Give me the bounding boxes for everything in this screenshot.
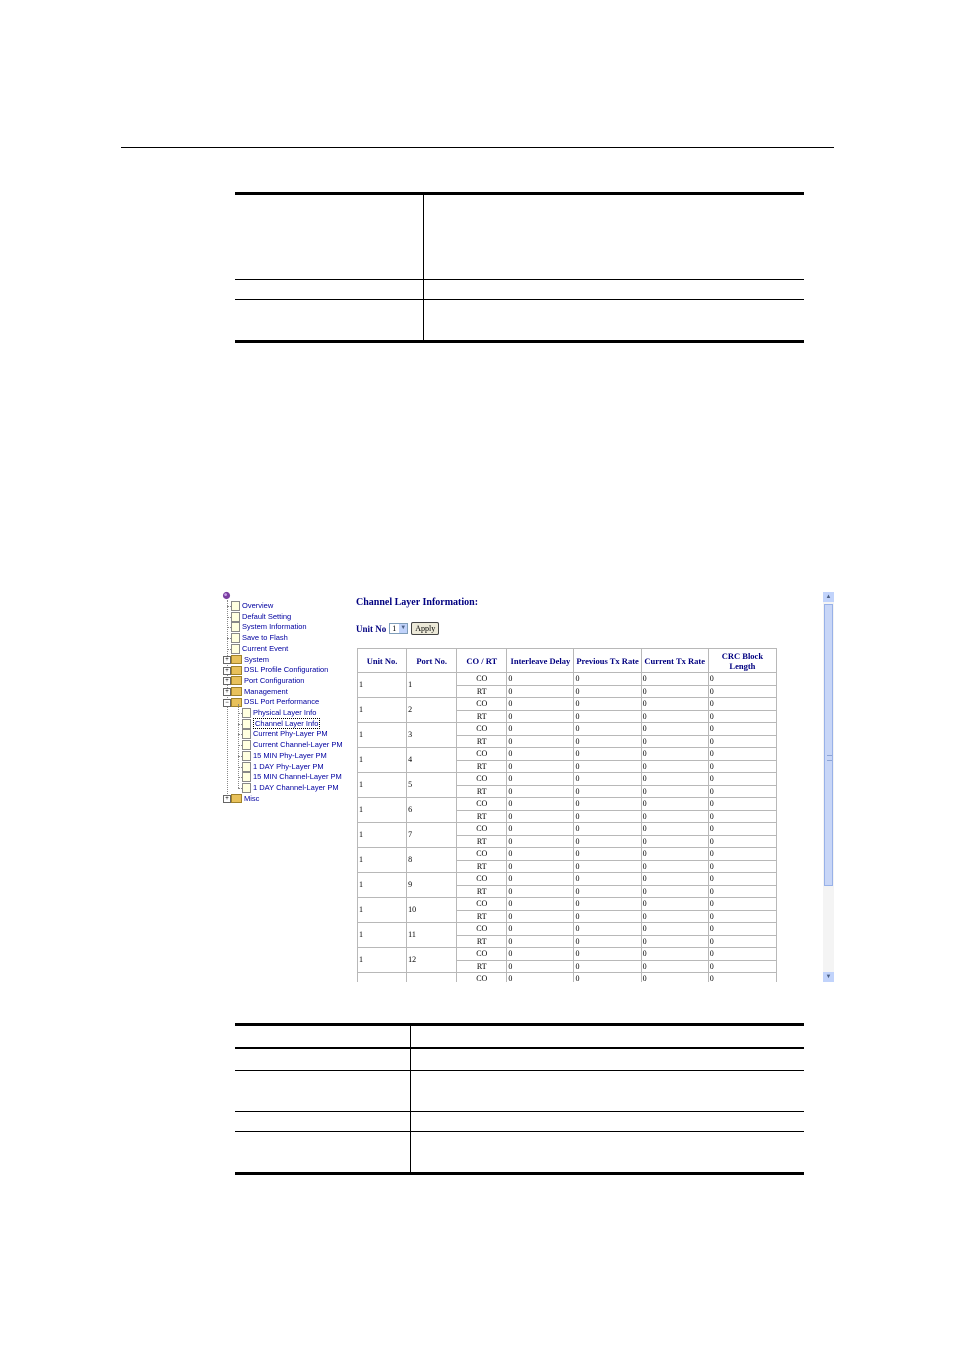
- port-no-cell: 12: [407, 948, 457, 973]
- table-row: [358, 823, 777, 836]
- page-icon: [242, 740, 251, 750]
- value-cell: 0: [574, 960, 641, 973]
- co-rt-cell: RT: [457, 760, 507, 773]
- page-icon: [231, 612, 240, 622]
- value-cell: 0: [641, 835, 708, 848]
- value-cell: 0: [641, 960, 708, 973]
- tree-item-label: Current Phy-Layer PM: [253, 729, 328, 739]
- expand-plus-icon[interactable]: +: [223, 667, 231, 675]
- value-cell: 0: [507, 748, 574, 761]
- tree-item-label: Management: [244, 686, 288, 696]
- table-row: [358, 698, 777, 711]
- tree-item[interactable]: [231, 644, 288, 655]
- value-cell: 0: [708, 773, 776, 786]
- tree-item[interactable]: [242, 751, 327, 762]
- tree-item[interactable]: [231, 633, 288, 644]
- tree-item-label: 1 DAY Phy-Layer PM: [253, 761, 324, 771]
- col-interleave-delay: Interleave Delay: [507, 649, 574, 673]
- co-rt-cell: CO: [457, 723, 507, 736]
- value-cell: 0: [641, 685, 708, 698]
- unit-no-cell: 1: [358, 873, 407, 898]
- value-cell: 0: [574, 810, 641, 823]
- folder-icon: [231, 676, 242, 685]
- value-cell: 0: [507, 823, 574, 836]
- doc-table-row: [235, 1132, 804, 1174]
- unit-selector-row: [356, 622, 439, 635]
- unit-no-cell: 1: [358, 798, 407, 823]
- port-no-cell: 4: [407, 748, 457, 773]
- value-cell: 0: [507, 973, 574, 983]
- doc-table-row: [235, 1025, 804, 1049]
- value-cell: 0: [574, 973, 641, 983]
- col-crc-block-length: CRC Block Length: [708, 649, 776, 673]
- value-cell: 0: [507, 948, 574, 961]
- tree-item-label: Current Channel-Layer PM: [253, 740, 343, 750]
- value-cell: 0: [708, 935, 776, 948]
- value-cell: 0: [507, 935, 574, 948]
- co-rt-cell: RT: [457, 935, 507, 948]
- value-cell: 0: [507, 885, 574, 898]
- expand-plus-icon[interactable]: +: [223, 656, 231, 664]
- value-cell: 0: [507, 673, 574, 686]
- value-cell: 0: [708, 960, 776, 973]
- co-rt-cell: CO: [457, 848, 507, 861]
- co-rt-cell: CO: [457, 698, 507, 711]
- tree-item[interactable]: [231, 655, 269, 666]
- header-rule: [121, 147, 834, 148]
- port-no-cell: 7: [407, 823, 457, 848]
- unit-no-value: 1: [392, 624, 397, 633]
- tree-item[interactable]: [242, 729, 328, 740]
- value-cell: 0: [507, 735, 574, 748]
- table-header-row: [358, 649, 777, 673]
- channel-layer-table-wrap: [357, 648, 778, 982]
- folder-icon: [231, 794, 242, 803]
- page-icon: [231, 644, 240, 654]
- co-rt-cell: RT: [457, 885, 507, 898]
- grip-icon: [827, 755, 832, 761]
- expand-plus-icon[interactable]: +: [223, 795, 231, 803]
- co-rt-cell: RT: [457, 685, 507, 698]
- page-icon: [231, 622, 240, 632]
- unit-no-cell: [358, 973, 407, 983]
- value-cell: 0: [708, 673, 776, 686]
- co-rt-cell: CO: [457, 898, 507, 911]
- value-cell: 0: [574, 848, 641, 861]
- port-no-cell: 9: [407, 873, 457, 898]
- table-row: [358, 673, 777, 686]
- tree-connector: [227, 617, 231, 618]
- tree-item-label: Channel Layer Info: [255, 718, 319, 728]
- value-cell: 0: [641, 848, 708, 861]
- doc-table-row: [235, 280, 804, 300]
- scroll-thumb[interactable]: [824, 604, 833, 886]
- co-rt-cell: CO: [457, 773, 507, 786]
- unit-no-cell: 1: [358, 723, 407, 748]
- doc-table-bottom: [235, 1023, 804, 1175]
- tree-item-label: System: [244, 654, 270, 664]
- value-cell: 0: [641, 785, 708, 798]
- value-cell: 0: [641, 823, 708, 836]
- co-rt-cell: RT: [457, 810, 507, 823]
- co-rt-cell: CO: [457, 948, 507, 961]
- value-cell: 0: [641, 748, 708, 761]
- unit-no-cell: 1: [358, 673, 407, 698]
- tree-connector: [238, 788, 242, 789]
- value-cell: 0: [641, 698, 708, 711]
- co-rt-cell: CO: [457, 923, 507, 936]
- value-cell: 0: [708, 798, 776, 811]
- tree-connector: [227, 627, 231, 628]
- tree-item[interactable]: [231, 622, 307, 633]
- value-cell: 0: [641, 798, 708, 811]
- table-row: [358, 973, 777, 983]
- value-cell: 0: [708, 685, 776, 698]
- tree-item-label: 15 MIN Phy-Layer PM: [253, 750, 327, 760]
- value-cell: 0: [708, 885, 776, 898]
- co-rt-cell: CO: [457, 798, 507, 811]
- value-cell: 0: [574, 760, 641, 773]
- value-cell: 0: [574, 910, 641, 923]
- tree-connector: [227, 606, 231, 607]
- expand-plus-icon[interactable]: +: [223, 688, 231, 696]
- co-rt-cell: RT: [457, 710, 507, 723]
- value-cell: 0: [641, 673, 708, 686]
- value-cell: 0: [507, 760, 574, 773]
- value-cell: 0: [574, 835, 641, 848]
- table-row: [358, 748, 777, 761]
- tree-item[interactable]: [231, 612, 291, 623]
- tree-branch-line: [238, 704, 239, 788]
- tree-item-label: Misc: [244, 793, 260, 803]
- value-cell: 0: [641, 860, 708, 873]
- value-cell: 0: [574, 698, 641, 711]
- tree-item[interactable]: [242, 772, 342, 783]
- port-no-cell: 5: [407, 773, 457, 798]
- page-title: Channel Layer Information:: [356, 597, 479, 608]
- tree-item[interactable]: [231, 665, 328, 676]
- folder-open-icon: [231, 698, 242, 707]
- value-cell: 0: [574, 948, 641, 961]
- value-cell: 0: [574, 873, 641, 886]
- unit-no-cell: 1: [358, 748, 407, 773]
- tree-connector: [227, 649, 231, 650]
- tree-item-label: 1 DAY Channel-Layer PM: [253, 782, 339, 792]
- value-cell: 0: [574, 823, 641, 836]
- tree-item-label: Save to Flash: [242, 633, 288, 643]
- value-cell: 0: [641, 723, 708, 736]
- table-row: [358, 873, 777, 886]
- col-unit-no: Unit No.: [358, 649, 407, 673]
- collapse-minus-icon[interactable]: −: [223, 699, 231, 707]
- value-cell: 0: [708, 810, 776, 823]
- value-cell: 0: [708, 735, 776, 748]
- port-no-cell: 8: [407, 848, 457, 873]
- value-cell: 0: [507, 873, 574, 886]
- co-rt-cell: RT: [457, 785, 507, 798]
- value-cell: 0: [641, 873, 708, 886]
- value-cell: 0: [641, 885, 708, 898]
- value-cell: 0: [574, 735, 641, 748]
- tree-item-label: Physical Layer Info: [253, 708, 317, 717]
- co-rt-cell: RT: [457, 835, 507, 848]
- page-icon: [242, 783, 251, 793]
- tree-item-label: DSL Profile Configuration: [244, 665, 329, 675]
- table-body: [358, 673, 777, 983]
- web-ui-screenshot: [220, 590, 834, 982]
- tree-item[interactable]: [242, 783, 339, 794]
- value-cell: 0: [574, 885, 641, 898]
- value-cell: 0: [708, 723, 776, 736]
- value-cell: 0: [641, 910, 708, 923]
- value-cell: 0: [574, 785, 641, 798]
- value-cell: 0: [574, 773, 641, 786]
- unit-no-cell: 1: [358, 948, 407, 973]
- unit-no-cell: 1: [358, 773, 407, 798]
- port-no-cell: 1: [407, 673, 457, 698]
- co-rt-cell: RT: [457, 960, 507, 973]
- unit-no-cell: 1: [358, 898, 407, 923]
- value-cell: 0: [507, 848, 574, 861]
- value-cell: 0: [574, 673, 641, 686]
- doc-table-row: [235, 1071, 804, 1112]
- page-icon: [242, 751, 251, 761]
- tree-item[interactable]: [242, 719, 320, 730]
- tree-connector: [227, 638, 231, 639]
- value-cell: 0: [507, 860, 574, 873]
- co-rt-cell: RT: [457, 910, 507, 923]
- unit-no-select[interactable]: [389, 623, 408, 634]
- value-cell: 0: [708, 948, 776, 961]
- value-cell: 0: [708, 710, 776, 723]
- tree-item[interactable]: [242, 762, 324, 773]
- chevron-down-icon: ▼: [400, 625, 407, 631]
- value-cell: 0: [574, 798, 641, 811]
- co-rt-cell: CO: [457, 873, 507, 886]
- value-cell: 0: [708, 823, 776, 836]
- co-rt-cell: RT: [457, 735, 507, 748]
- value-cell: 0: [574, 723, 641, 736]
- table-row: [358, 948, 777, 961]
- folder-icon: [231, 655, 242, 664]
- tree-item-label: Current Event: [242, 643, 289, 653]
- value-cell: 0: [708, 973, 776, 983]
- table-row: [358, 723, 777, 736]
- co-rt-cell: CO: [457, 748, 507, 761]
- value-cell: 0: [641, 773, 708, 786]
- value-cell: 0: [708, 698, 776, 711]
- page-icon: [242, 762, 251, 772]
- value-cell: 0: [708, 848, 776, 861]
- value-cell: 0: [641, 810, 708, 823]
- tree-item[interactable]: [231, 687, 288, 698]
- co-rt-cell: CO: [457, 823, 507, 836]
- folder-icon: [231, 666, 242, 675]
- value-cell: 0: [708, 898, 776, 911]
- table-row: [358, 798, 777, 811]
- value-cell: 0: [574, 935, 641, 948]
- value-cell: 0: [507, 910, 574, 923]
- value-cell: 0: [708, 760, 776, 773]
- scroll-up-icon[interactable]: ▲: [823, 592, 834, 602]
- value-cell: 0: [708, 860, 776, 873]
- vertical-scrollbar[interactable]: [823, 592, 834, 982]
- co-rt-cell: CO: [457, 673, 507, 686]
- page-icon: [242, 729, 251, 739]
- value-cell: 0: [574, 923, 641, 936]
- value-cell: 0: [708, 923, 776, 936]
- value-cell: 0: [507, 785, 574, 798]
- port-no-cell: 10: [407, 898, 457, 923]
- value-cell: 0: [507, 898, 574, 911]
- tree-item[interactable]: [231, 794, 259, 805]
- value-cell: 0: [574, 710, 641, 723]
- value-cell: 0: [507, 798, 574, 811]
- value-cell: 0: [507, 773, 574, 786]
- page-icon: [231, 601, 240, 611]
- value-cell: 0: [708, 910, 776, 923]
- value-cell: 0: [641, 735, 708, 748]
- tree-item-label: Port Configuration: [244, 675, 305, 685]
- value-cell: 0: [708, 748, 776, 761]
- tree-item[interactable]: [242, 740, 343, 751]
- unit-no-cell: 1: [358, 698, 407, 723]
- apply-button[interactable]: Apply: [411, 622, 439, 635]
- value-cell: 0: [507, 710, 574, 723]
- unit-no-cell: 1: [358, 923, 407, 948]
- value-cell: 0: [574, 685, 641, 698]
- value-cell: 0: [641, 898, 708, 911]
- value-cell: 0: [641, 935, 708, 948]
- page-icon: [242, 719, 251, 729]
- value-cell: 0: [507, 960, 574, 973]
- value-cell: 0: [708, 873, 776, 886]
- scroll-down-icon[interactable]: ▼: [823, 972, 834, 982]
- table-row: [358, 848, 777, 861]
- value-cell: 0: [641, 948, 708, 961]
- table-row: [358, 923, 777, 936]
- page-icon: [231, 633, 240, 643]
- channel-layer-table: [357, 648, 777, 982]
- doc-table-top: [235, 192, 804, 343]
- value-cell: 0: [641, 973, 708, 983]
- value-cell: 0: [574, 898, 641, 911]
- value-cell: 0: [507, 810, 574, 823]
- unit-no-cell: 1: [358, 823, 407, 848]
- col-co-rt: CO / RT: [457, 649, 507, 673]
- value-cell: 0: [708, 785, 776, 798]
- tree-item-label: Default Setting: [242, 611, 292, 621]
- value-cell: 0: [708, 835, 776, 848]
- tree-item-label: Overview: [242, 601, 274, 610]
- tree-item-label: 15 MIN Channel-Layer PM: [253, 772, 342, 782]
- unit-no-cell: 1: [358, 848, 407, 873]
- co-rt-cell: RT: [457, 860, 507, 873]
- tree-item[interactable]: [231, 697, 319, 708]
- table-row: [358, 773, 777, 786]
- col-current-tx-rate: Current Tx Rate: [641, 649, 708, 673]
- doc-table-row: [235, 194, 804, 280]
- doc-table-row: [235, 1112, 804, 1132]
- tree-item-label: System Information: [242, 622, 307, 632]
- port-no-cell: 11: [407, 923, 457, 948]
- doc-table-row: [235, 1048, 804, 1071]
- expand-plus-icon[interactable]: +: [223, 677, 231, 685]
- col-previous-tx-rate: Previous Tx Rate: [574, 649, 641, 673]
- unit-no-label: Unit No: [356, 623, 387, 634]
- value-cell: 0: [507, 723, 574, 736]
- value-cell: 0: [641, 923, 708, 936]
- tree-item[interactable]: [231, 676, 304, 687]
- port-no-cell: 6: [407, 798, 457, 823]
- tree-item-label: DSL Port Performance: [244, 697, 320, 707]
- value-cell: 0: [574, 748, 641, 761]
- page-icon: [242, 708, 251, 718]
- value-cell: 0: [507, 835, 574, 848]
- tree-item[interactable]: [231, 601, 273, 612]
- folder-icon: [231, 687, 242, 696]
- port-no-cell: [407, 973, 457, 983]
- col-port-no: Port No.: [407, 649, 457, 673]
- page-icon: [242, 772, 251, 782]
- value-cell: 0: [641, 710, 708, 723]
- table-row: [358, 898, 777, 911]
- port-no-cell: 2: [407, 698, 457, 723]
- root-gem-icon: [222, 591, 231, 600]
- value-cell: 0: [574, 860, 641, 873]
- value-cell: 0: [641, 760, 708, 773]
- value-cell: 0: [507, 698, 574, 711]
- port-no-cell: 3: [407, 723, 457, 748]
- value-cell: 0: [507, 685, 574, 698]
- co-rt-cell: CO: [457, 973, 507, 983]
- value-cell: 0: [507, 923, 574, 936]
- doc-table-row: [235, 300, 804, 342]
